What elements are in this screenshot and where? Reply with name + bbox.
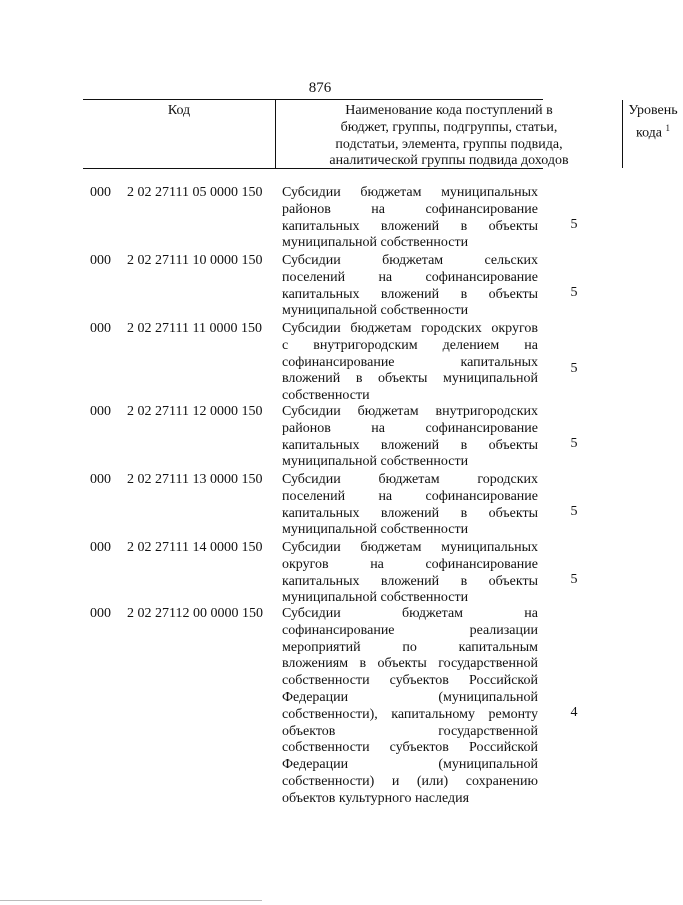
footnote-marker: 1 <box>665 122 671 133</box>
code-level: 5 <box>570 216 578 232</box>
code-level: 5 <box>570 361 578 376</box>
code-level: 4 <box>570 704 578 720</box>
admin-code: 000 <box>90 253 111 268</box>
income-name-line: собственности), капитальному ремонту <box>282 706 538 722</box>
income-code: 2 02 27111 13 0000 150 <box>127 472 263 487</box>
income-name-line: Субсидии бюджетам муниципальных <box>282 540 538 555</box>
income-code: 2 02 27111 11 0000 150 <box>127 321 262 336</box>
table-header <box>83 99 678 169</box>
income-name-line: собственности) и (или) сохранению <box>282 773 538 789</box>
header-name-line: бюджет, группы, подгруппы, статьи, <box>340 119 558 135</box>
admin-code: 000 <box>90 321 111 336</box>
header-level-line1: Уровень <box>628 103 678 118</box>
income-name-line: софинансирование капитальных <box>282 354 538 370</box>
income-code: 2 02 27111 10 0000 150 <box>127 253 263 268</box>
income-name-line: поселений на софинансирование <box>282 488 538 504</box>
income-name-line: Федерации (муниципальной <box>282 689 538 705</box>
admin-code: 000 <box>90 185 111 200</box>
admin-code: 000 <box>90 404 111 419</box>
income-name-line: капитальных вложений в объекты <box>282 286 538 302</box>
income-code: 2 02 27112 00 0000 150 <box>127 606 263 621</box>
income-code: 2 02 27111 14 0000 150 <box>127 540 263 555</box>
income-name-line: мероприятий по капитальным <box>282 639 538 655</box>
income-name-line: собственности субъектов Российской <box>282 740 538 756</box>
income-name-line: муниципальной собственности <box>282 590 469 606</box>
income-name <box>282 321 538 405</box>
income-name <box>282 472 538 539</box>
income-name-line: Субсидии бюджетам муниципальных <box>282 185 538 200</box>
income-name-line: Субсидии бюджетам городских <box>282 472 538 487</box>
income-name-line: районов на софинансирование <box>282 201 538 217</box>
header-name-line: аналитической группы подвида доходов <box>329 153 569 169</box>
income-name-line: муниципальной собственности <box>282 454 469 470</box>
income-name-line: софинансирование реализации <box>282 622 538 638</box>
income-name-line: капитальных вложений в объекты <box>282 218 538 234</box>
income-name-line: с внутригородским делением на <box>282 337 538 353</box>
income-name <box>282 404 538 471</box>
income-code: 2 02 27111 05 0000 150 <box>127 185 263 200</box>
income-name-line: капитальных вложений в объекты <box>282 437 538 453</box>
footnote-divider <box>0 900 262 901</box>
income-name-line: Субсидии бюджетам сельских <box>282 253 538 268</box>
code-level: 5 <box>570 435 578 451</box>
income-name-line: капитальных вложений в объекты <box>282 573 538 589</box>
header-name-line: Наименование кода поступлений в <box>345 103 553 118</box>
income-name-line: муниципальной собственности <box>282 235 469 251</box>
income-name <box>282 253 538 320</box>
header-name <box>276 100 623 168</box>
admin-code: 000 <box>90 472 111 487</box>
header-name-line: подстатьи, элемента, группы подвида, <box>335 136 563 152</box>
income-name-line: округов на софинансирование <box>282 556 538 572</box>
code-level: 5 <box>570 284 578 300</box>
income-name-line: капитальных вложений в объекты <box>282 505 538 521</box>
income-name-line: поселений на софинансирование <box>282 269 538 285</box>
income-name-line: Федерации (муниципальной <box>282 757 538 773</box>
code-level: 5 <box>570 571 578 587</box>
income-name <box>282 185 538 252</box>
income-name <box>282 540 538 607</box>
admin-code: 000 <box>90 606 111 621</box>
income-code: 2 02 27111 12 0000 150 <box>127 404 263 419</box>
header-level <box>623 100 683 168</box>
code-level: 5 <box>570 503 578 519</box>
income-name <box>282 606 538 808</box>
income-name-line: Субсидии бюджетам на <box>282 606 538 621</box>
admin-code: 000 <box>90 540 111 555</box>
income-name-line: вложений в объекты муниципальной <box>282 371 538 387</box>
income-name-line: собственности субъектов Российской <box>282 673 538 689</box>
income-name-line: объектов государственной <box>282 723 538 739</box>
income-name-line: вложениям в объекты государственной <box>282 656 538 672</box>
income-name-line: муниципальной собственности <box>282 303 469 319</box>
income-name-line: Субсидии бюджетам внутригородских <box>282 404 538 419</box>
page-number: 876 <box>308 80 332 96</box>
income-name-line: Субсидии бюджетам городских округов <box>282 321 538 336</box>
income-name-line: муниципальной собственности <box>282 522 469 538</box>
income-name-line: районов на софинансирование <box>282 420 538 436</box>
income-name-line: объектов культурного наследия <box>282 790 470 806</box>
header-code: Код <box>83 100 276 168</box>
header-level-line2: кода $^1$ <box>635 122 671 141</box>
income-name-line: собственности <box>282 388 370 404</box>
